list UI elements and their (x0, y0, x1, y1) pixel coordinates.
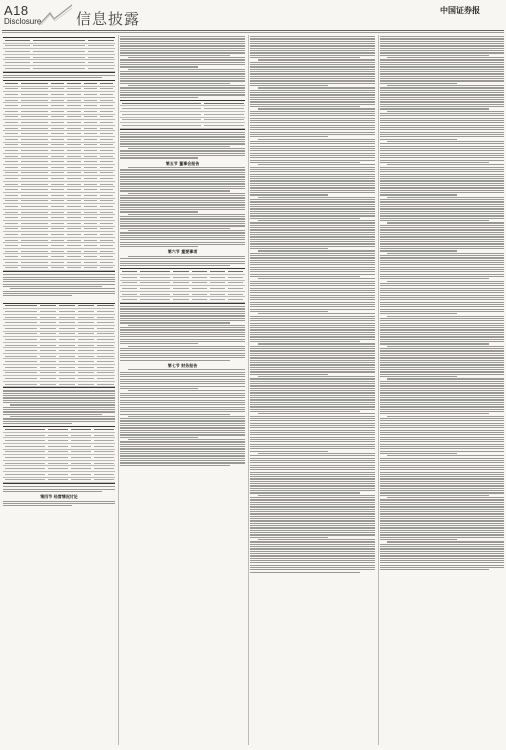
column-divider (248, 35, 249, 745)
article-column-3 (250, 35, 375, 747)
shareholder-table (3, 80, 115, 272)
data-table (120, 100, 245, 130)
column-divider (118, 35, 119, 745)
commitment-table (120, 268, 245, 304)
segment-table (3, 426, 115, 484)
financial-table (3, 303, 115, 389)
article-column-2 (120, 35, 245, 747)
section-name-en: Disclosure (4, 17, 42, 26)
section-title: 信息披露 (76, 10, 141, 28)
newspaper-logo: 中国证券报 (440, 5, 480, 15)
page-number: A18 (4, 3, 29, 18)
section-heading: 第四节 经营情况讨论 (40, 494, 78, 500)
section-heading: 第六节 重要事项 (167, 249, 198, 255)
section-heading: 第五节 董事会报告 (165, 160, 200, 166)
section-heading: 第七节 财务报告 (167, 362, 198, 368)
swoosh-icon (38, 3, 74, 27)
data-table (3, 37, 115, 73)
masthead (0, 0, 506, 30)
column-divider (378, 35, 379, 745)
article-column-1 (3, 35, 115, 747)
article-column-4 (380, 35, 504, 747)
header-rule-thin (2, 32, 504, 33)
